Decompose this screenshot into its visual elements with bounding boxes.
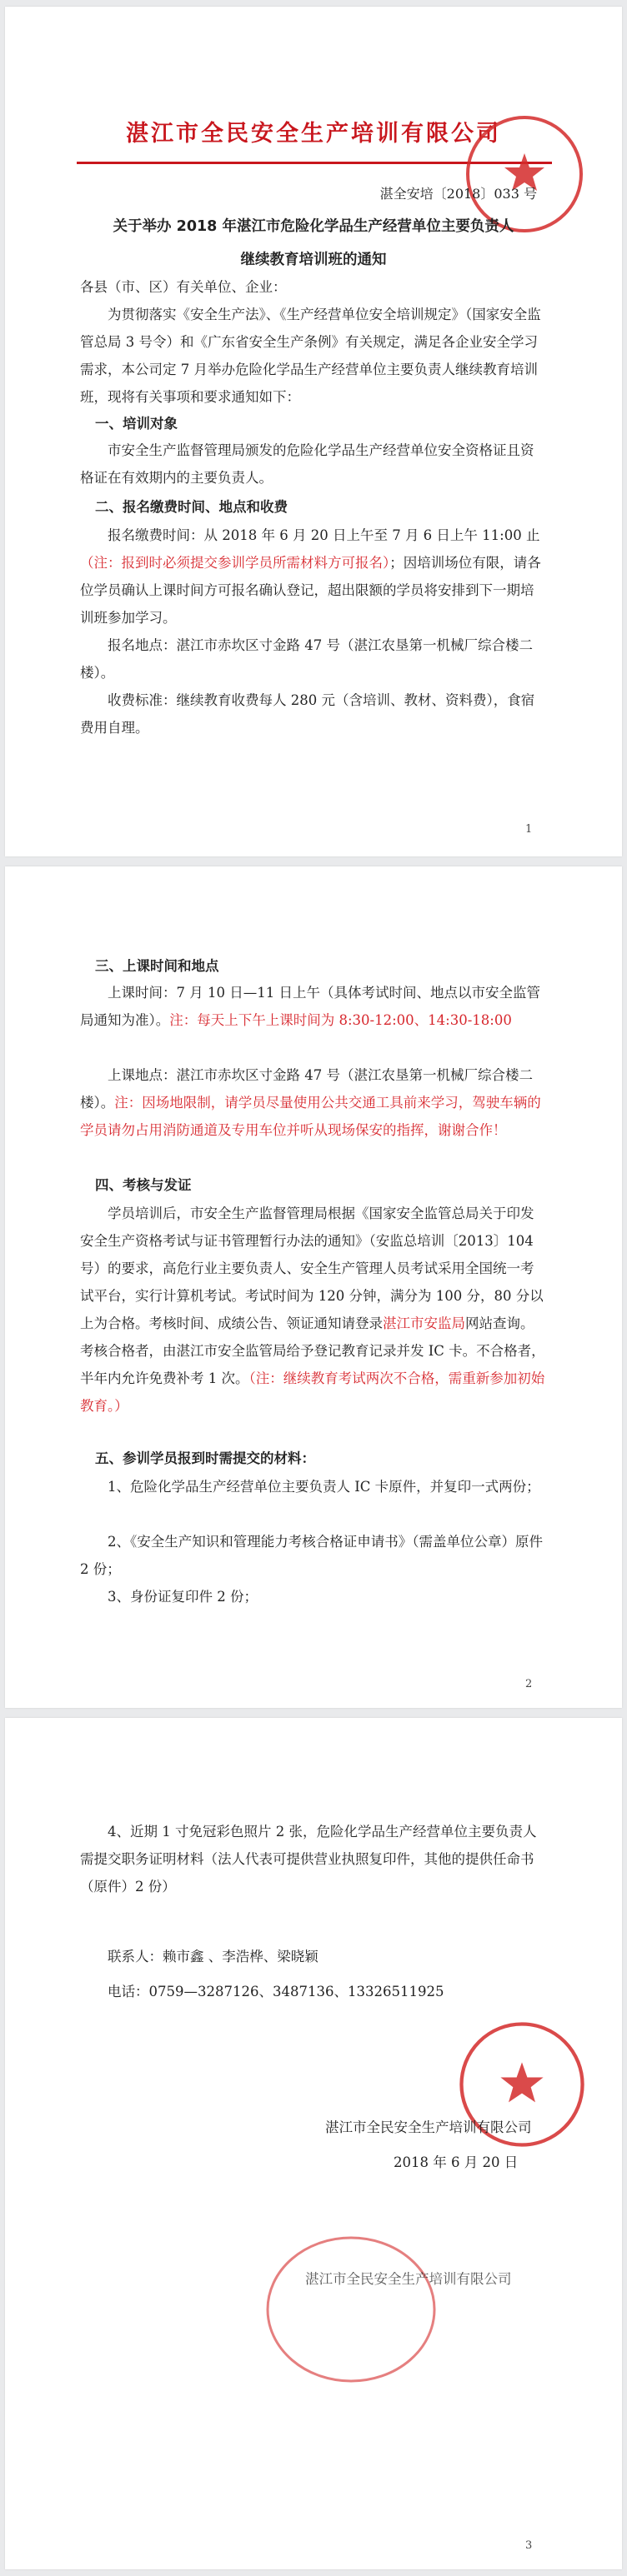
partial-seal-icon (255, 2226, 447, 2393)
document-number: 湛全安培〔2018〕033 号 (379, 186, 537, 202)
repeat-signature-org: 湛江市全民安全生产培训有限公司 (305, 2271, 512, 2287)
org-header-title: 湛江市全民安全生产培训有限公司 (126, 121, 501, 147)
section-1-heading: 一、培训对象 (95, 416, 178, 432)
section-3-heading: 三、上课时间和地点 (95, 958, 219, 974)
salutation: 各县（市、区）有关单位、企业： (80, 279, 287, 295)
material-item-3: 3、身份证复印件 2 份； (108, 1589, 258, 1605)
document-page-3 (5, 1718, 622, 2569)
document-page-2 (5, 866, 622, 1708)
page-number-3: 3 (525, 2539, 533, 2552)
material-item-2: 2、《安全生产知识和管理能力考核合格证申请书》（需盖单位公章）原件 2 份； (80, 1534, 543, 1577)
class-time-text: 上课时间：7 月 10 日—11 日上午（具体考试时间、地点以市安全监管局通知为准）。 (80, 985, 540, 1028)
assessment-text: 学员培训后，市安全生产监督管理局根据《国家安全监管总局关于印发安全生产资格考试与证书管理暂行办法的通知》（安监总培训〔2013〕104 号）的要求，高危行业主要负责人、安全生产管理人员考试采用全国统一考试平台，实行计算机考试。考试时间为 120 分钟，满分为 100 分，80 分以上为合格。考核时间、成绩公告、领证通知请登录 (80, 1206, 544, 1331)
fee-standard: 收费标准：继续教育收费每人 280 元（含培训、教材、资料费），食宿费用自理。 (80, 692, 535, 736)
document-page-1 (5, 7, 622, 856)
registration-place: 报名地点：湛江市赤坎区寸金路 47 号（湛江农垦第一机械厂综合楼二楼）。 (80, 637, 533, 681)
signature-org: 湛江市全民安全生产培训有限公司 (325, 2119, 532, 2135)
class-place-text: 上课地点：湛江市赤坎区寸金路 47 号（湛江农垦第一机械厂综合楼二楼）。 (80, 1067, 533, 1111)
contact-people: 联系人：赖市鑫 、李浩桦、梁晓颖 (108, 1949, 319, 1964)
material-item-4: 4、近期 1 寸免冠彩色照片 2 张，危险化学品生产经营单位主要负责人需提交职务证明材料（法人代表可提供营业执照复印件，其他的提供任命书（原件）2 份） (80, 1824, 537, 1895)
safety-bureau-link[interactable]: 湛江市安监局 (383, 1315, 465, 1331)
page-number-1: 1 (525, 823, 533, 836)
material-item-1: 1、危险化学品生产经营单位主要负责人 IC 卡原件，并复印一式两份； (108, 1479, 540, 1495)
intro-paragraph: 为贯彻落实《安全生产法》、《生产经营单位安全培训规定》（国家安全监管总局 3 号令）和《广东省安全生产条例》有关规定，满足各企业安全学习需求，本公司定 7 月举办危险化学品生产经营单位主要负责人继续教育培训班，现将有关事项和要求通知如下： (80, 307, 541, 405)
notice-title-line-1: 关于举办 2018 年湛江市危险化学品生产经营单位主要负责人 (113, 218, 514, 235)
registration-time-text: 报名缴费时间：从 2018 年 6 月 20 日上午至 7 月 6 日上午 11:00 止 (108, 527, 540, 543)
signature-date: 2018 年 6 月 20 日 (394, 2154, 519, 2170)
page-number-2: 2 (525, 1678, 533, 1690)
contact-phone: 电话：0759—3287126、3487136、13326511925 (108, 1984, 444, 1999)
registration-note-red: （注：报到时必须提交参训学员所需材料方可报名） (80, 555, 390, 571)
class-place-paragraph (80, 1061, 547, 1144)
notice-title-line-2: 继续教育培训班的通知 (240, 252, 387, 268)
assessment-text-cont: 网站查询。考核合格者，由湛江市安全监管局给予登记教育记录并发 IC 卡。不合格者，半年内允许免费补考 1 次。 (80, 1315, 545, 1386)
assessment-paragraph (80, 1200, 547, 1420)
class-place-note-red: 注：因场地限制，请学员尽量使用公共交通工具前来学习，驾驶车辆的学员请勿占用消防通道及专用车位并听从现场保安的指挥，谢谢合作！ (80, 1095, 541, 1138)
section-5-heading: 五、参训学员报到时需提交的材料： (95, 1450, 315, 1466)
assessment-note-red: （注：继续教育考试两次不合格，需重新参加初始教育。） (80, 1370, 545, 1414)
registration-time-followup: ；因培训场位有限，请各位学员确认上课时间方可报名确认登记，超出限额的学员将安排到下一期培训班参加学习。 (80, 555, 541, 626)
section-4-heading: 四、考核与发证 (95, 1177, 192, 1193)
section-2-heading: 二、报名缴费时间、地点和收费 (95, 499, 288, 515)
section-1-body: 市安全生产监督管理局颁发的危险化学品生产经营单位安全资格证且资格证在有效期内的主要负责人。 (80, 442, 534, 486)
class-time-paragraph (80, 979, 547, 1034)
class-time-note-red: 注：每天上下午上课时间为 8:30-12:00、14:30-18:00 (169, 1012, 512, 1028)
registration-time-paragraph (80, 522, 547, 632)
